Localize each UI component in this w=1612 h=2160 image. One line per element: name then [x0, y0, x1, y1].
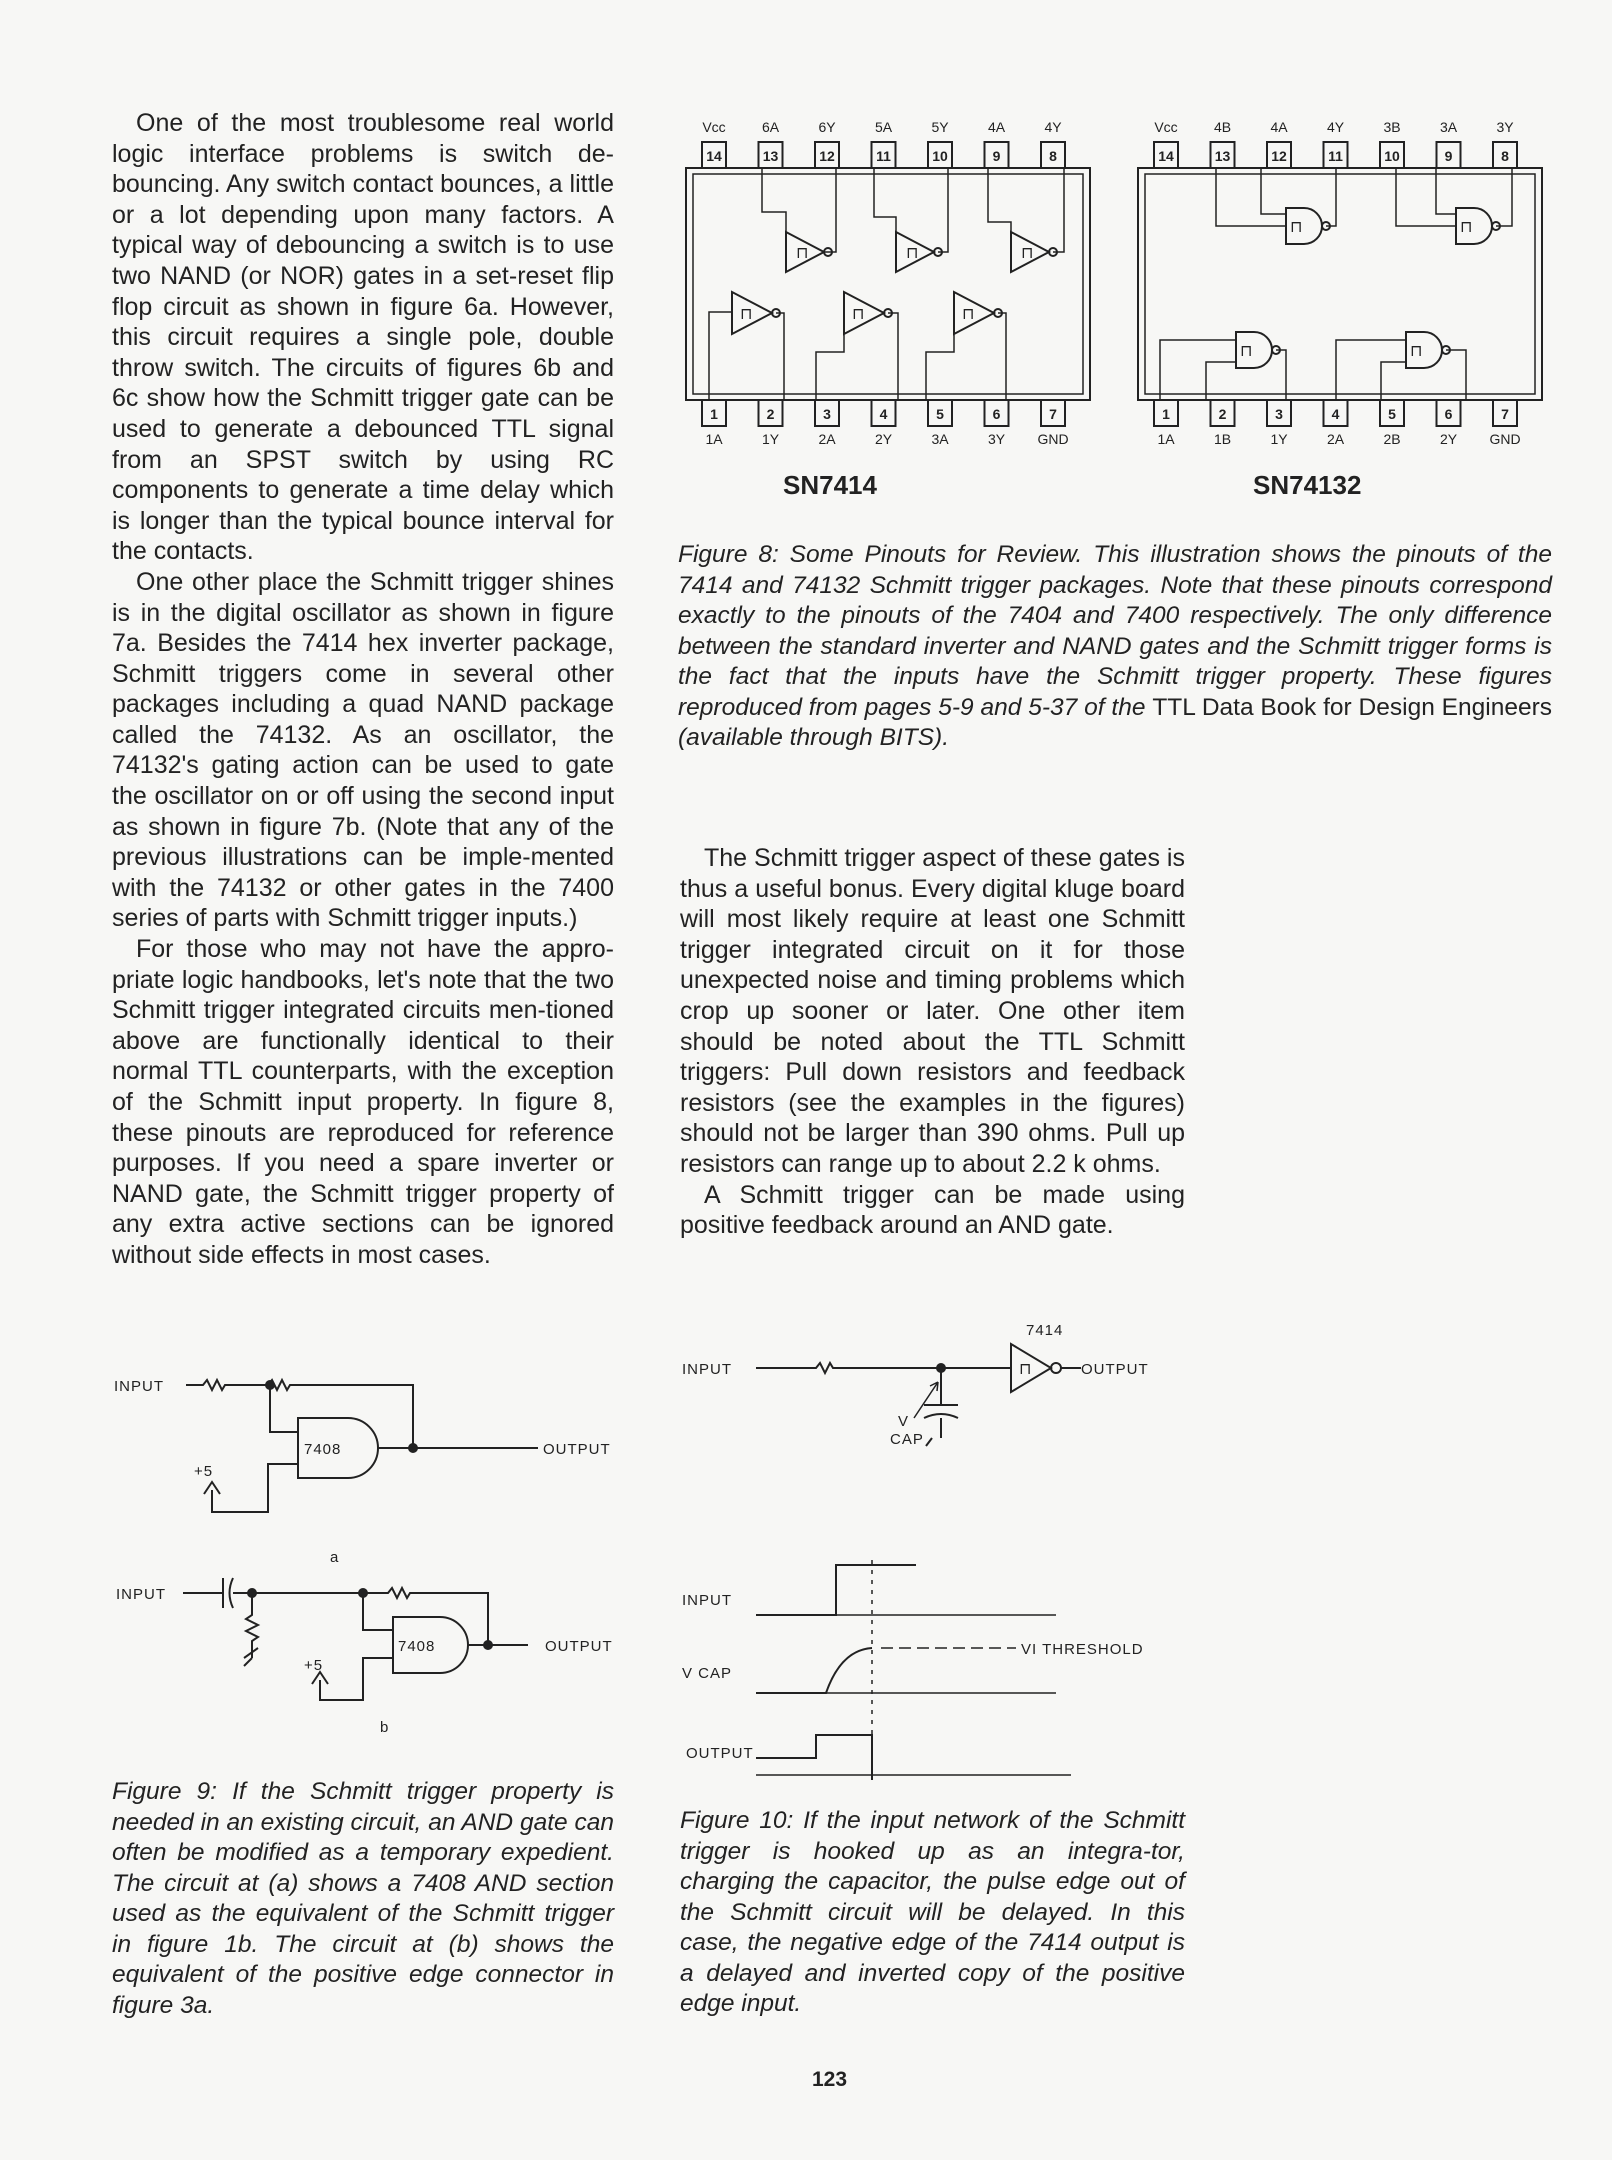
inverter-gate: [1011, 232, 1057, 272]
chip1-bottom-label: 3A: [931, 431, 949, 447]
chip2-bottom-pin-number: 1: [1162, 406, 1170, 422]
chip2-bottom-label: 2B: [1383, 431, 1401, 447]
chip1-top-pin-number: 12: [819, 148, 835, 164]
chip2-top-pin-number: 9: [1444, 148, 1453, 164]
svg-text:⊓: ⊓: [796, 245, 809, 262]
chip1-bottom-label: 2A: [818, 431, 836, 447]
paragraph-and-gate: A Schmitt trigger can be made using positive feedback around an AND gate.: [680, 1180, 1185, 1240]
chip2-top-pin-number: 14: [1158, 148, 1174, 164]
figure8-caption-italic: Figure 8: Some Pinouts for Review. This illustration shows the pinouts of the 7414 and 74132 Schmitt trigger packages. Note that these pinouts correspond exactly to the pinouts of the 7404 and 7400 respectively. The only difference between the standard inverter and NAND gates and the Schmitt trigger forms is the fact that the inputs have the Schmitt trigger property. These figures reproduced from pages 5-9 and 5-37 of the: [678, 541, 1552, 721]
fig10-output-label: OUTPUT: [1081, 1361, 1149, 1378]
page-number: 123: [812, 2068, 848, 2091]
fig9a-gate-label: 7408: [304, 1441, 342, 1458]
timing-output-label: OUTPUT: [686, 1745, 754, 1762]
fig10-input-label: INPUT: [682, 1361, 732, 1378]
chip2-bottom-label: 1B: [1213, 431, 1232, 447]
chip-sn74132-diagram: [1138, 168, 1542, 400]
chip1-bottom-label: 3Y: [987, 431, 1006, 447]
fig9a-input-label: INPUT: [114, 1378, 164, 1395]
fig9b-supply-label: +5: [304, 1657, 324, 1674]
figure9-caption: Figure 9: If the Schmitt trigger property is needed in an existing circuit, an AND gate can often be modified as a temporary expedient. The circuit at (a) shows a 7408 AND section used as the equivalent of the Schmitt trigger in figure 1b. The circuit at (b) shows the equivalent of the positive edge connector in figure 3a.: [112, 1778, 614, 2019]
chip1-top-pin-number: 10: [932, 148, 948, 164]
fig9b-output-label: OUTPUT: [545, 1638, 613, 1655]
chip1-bottom-label: 1Y: [761, 431, 780, 447]
nand-gate: [1286, 208, 1330, 244]
fig9a-output-label: OUTPUT: [543, 1441, 611, 1458]
figure8-caption-book: TTL Data Book for Design Engineers: [1152, 693, 1552, 721]
fig9b-input-label: INPUT: [116, 1586, 166, 1603]
chip1-top-label: 5Y: [931, 119, 949, 135]
chip2-top-pin-number: 8: [1501, 148, 1509, 164]
chip2-bottom-pin-number: 7: [1501, 406, 1509, 422]
chip1-name: SN7414: [783, 470, 877, 500]
chip1-bottom-label: 1A: [705, 431, 723, 447]
chip2-top-pin-number: 11: [1328, 148, 1343, 164]
paragraph-bonus: The Schmitt trigger aspect of these gates is thus a useful bonus. Every digital kluge board will most likely require at least one Schmitt trigger integrated circuit on it for those unexpected noise and timing problems which crop up sooner or later. One other item should be noted about the TTL Schmitt triggers: Pull down resistors and feedback resistors (see the examples in the figures) should not be larger than 390 ohms. Pull up resistors can range up to about 2.2 k ohms.: [680, 844, 1185, 1178]
chip1-top-label: 6A: [761, 119, 780, 135]
chip1-top-pin-number: 13: [762, 148, 779, 164]
nand-gate: [1406, 332, 1450, 368]
chip1-top-pin-number: 8: [1049, 148, 1057, 164]
chip1-top-pin-number: 11: [876, 148, 891, 164]
svg-text:⊓: ⊓: [852, 306, 865, 323]
figure10-circuit-and-timing: [676, 1310, 1196, 1780]
svg-text:⊓: ⊓: [1460, 219, 1473, 236]
chip2-top-pin-number: 12: [1271, 148, 1287, 164]
fig9a-supply-label: +5: [194, 1463, 214, 1480]
chip2-bottom-label: GND: [1489, 431, 1521, 447]
chip1-bottom-pin-number: 5: [936, 406, 944, 422]
chip2-top-label: 3B: [1383, 119, 1401, 135]
chip1-bottom-pin-number: 3: [823, 406, 831, 422]
chip1-top-label: 4Y: [1044, 119, 1062, 135]
timing-threshold-label: VI THRESHOLD: [1021, 1641, 1144, 1658]
chip1-top-pin-number: 14: [706, 148, 722, 164]
inverter-gate: [954, 292, 1002, 334]
chip1-top-pin-number: 9: [992, 148, 1001, 164]
inverter-gate: [732, 292, 780, 334]
nand-gate: [1236, 332, 1280, 368]
chip1-top-label: Vcc: [702, 119, 726, 135]
timing-vcap-label: V CAP: [682, 1665, 733, 1682]
chip2-name: SN74132: [1253, 470, 1362, 500]
paragraph-handbooks: For those who may not have the appro-priate logic handbooks, let's note that the two Schmitt trigger integrated circuits men-tioned above are functionally identical to their normal TTL counterparts, with the exception of the Schmitt input property. In figure 8, these pinouts are reproduced for reference purposes. If you need a spare inverter or NAND gate, the Schmitt trigger property of any extra active sections can be ignored without side effects in most cases.: [112, 935, 614, 1269]
svg-text:⊓: ⊓: [1021, 245, 1034, 262]
chip-sn7414-diagram: [686, 168, 1090, 400]
chip1-bottom-pin-number: 7: [1049, 406, 1057, 422]
chip2-top-label: Vcc: [1154, 119, 1178, 135]
chip2-bottom-label: 2A: [1326, 431, 1345, 447]
chip1-top-label: 6Y: [818, 119, 836, 135]
chip1-bottom-pin-number: 2: [766, 406, 775, 422]
svg-text:⊓: ⊓: [1019, 1361, 1032, 1378]
chip2-bottom-pin-number: 4: [1331, 406, 1340, 422]
chip1-top-label: 4A: [987, 119, 1006, 135]
fig9b-sublabel: b: [380, 1719, 390, 1736]
chip2-top-pin-number: 13: [1214, 148, 1231, 164]
chip2-bottom-pin-number: 2: [1218, 406, 1227, 422]
svg-text:⊓: ⊓: [1410, 343, 1423, 360]
chip2-bottom-pin-number: 6: [1444, 406, 1453, 422]
chip2-bottom-label: 1Y: [1270, 431, 1288, 447]
chip2-bottom-pin-number: 5: [1388, 406, 1396, 422]
nand-gate: [1456, 208, 1500, 244]
figure8-caption-tail: (available through BITS).: [678, 724, 949, 751]
chip2-top-label: 4Y: [1326, 119, 1345, 135]
timing-input-label: INPUT: [682, 1592, 732, 1609]
figure8-pinouts: [676, 112, 1556, 472]
inverter-gate: [896, 232, 942, 272]
chip1-top-label: 5A: [874, 119, 893, 135]
figure8-caption: [678, 540, 1552, 754]
fig9a-sublabel: a: [330, 1549, 340, 1566]
chip2-top-label: 4B: [1213, 119, 1232, 135]
chip1-bottom-pin-number: 6: [992, 406, 1001, 422]
chip2-bottom-label: 2Y: [1439, 431, 1458, 447]
chip1-bottom-pin-number: 4: [879, 406, 888, 422]
chip1-bottom-pin-number: 1: [710, 406, 718, 422]
figure10-caption: Figure 10: If the input network of the Schmitt trigger is hooked up as an integra-tor, charging the capacitor, the pulse edge out of the Schmitt circuit will be delayed. In this case, the negative edge of the 7414 output is a delayed and inverted copy of the positive edge input.: [680, 1807, 1185, 2017]
chip1-bottom-label: 2Y: [874, 431, 893, 447]
paragraph-oscillator: One other place the Schmitt trigger shines is in the digital oscillator as shown in figure 7a. Besides the 7414 hex inverter package, Schmitt triggers come in several other packages including a quad NAND package called the 74132. As an oscillator, the 74132's gating action can be used to gate the oscillator on or off using the second input as shown in figure 7b. (Note that any of the previous illustrations can be imple-mented with the 74132 or other gates in the 7400 series of parts with Schmitt trigger inputs.): [112, 567, 614, 933]
fig10-cap-label: CAP: [890, 1431, 924, 1448]
chip2-bottom-pin-number: 3: [1275, 406, 1283, 422]
figure9-circuits: [108, 1340, 648, 1750]
paragraph-switch-debouncing: One of the most troublesome real world logic interface problems is switch de-bouncing. Any switch contact bounces, a little or a lot depending upon many factors. A typical way of debouncing a switch is to use two NAND (or NOR) gates in a set-reset flip flop circuit as shown in figure 6a. However, this circuit requires a single pole, double throw switch. The circuits of figures 6b and 6c show how the Schmitt trigger gate can be used to generate a debounced TTL signal from an SPST switch by using RC components to generate a time delay which is longer than the typical bounce interval for the contacts.: [112, 109, 614, 566]
inverter-gate: [844, 292, 892, 334]
chip2-top-label: 3A: [1439, 119, 1458, 135]
fig9b-gate-label: 7408: [398, 1638, 436, 1655]
chip2-top-label: 4A: [1270, 119, 1288, 135]
svg-text:⊓: ⊓: [1290, 219, 1303, 236]
middle-column: [680, 843, 1185, 1241]
fig10-v-label: V: [898, 1413, 910, 1430]
svg-text:⊓: ⊓: [740, 306, 753, 323]
svg-text:⊓: ⊓: [962, 306, 975, 323]
svg-text:⊓: ⊓: [906, 245, 919, 262]
chip2-top-pin-number: 10: [1384, 148, 1400, 164]
svg-text:⊓: ⊓: [1240, 343, 1253, 360]
fig10-chip-label: 7414: [1026, 1322, 1064, 1339]
chip2-bottom-label: 1A: [1157, 431, 1175, 447]
left-column: [112, 108, 614, 1271]
chip2-top-label: 3Y: [1496, 119, 1514, 135]
chip1-bottom-label: GND: [1037, 431, 1069, 447]
